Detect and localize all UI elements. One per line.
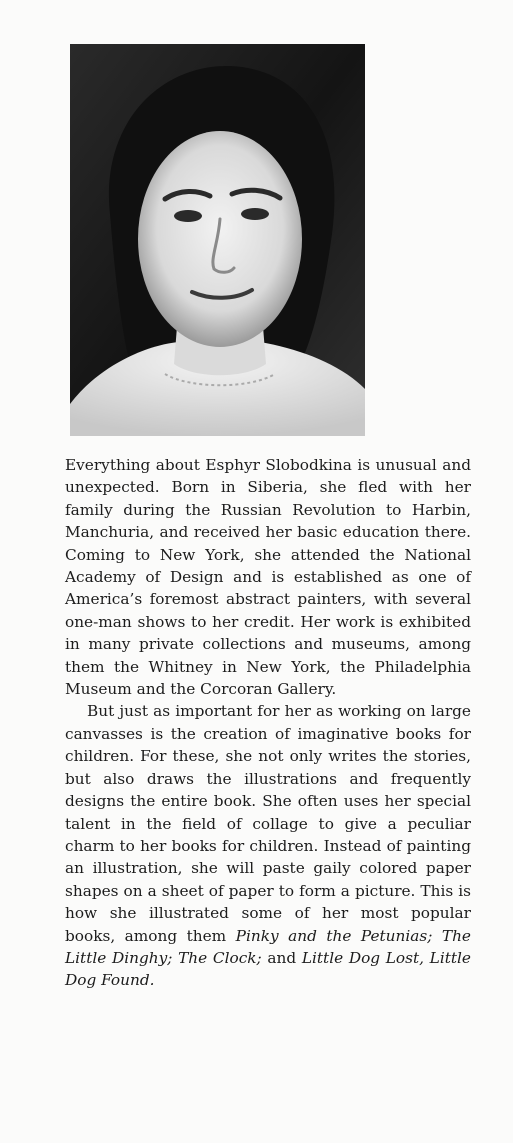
book-title-dinghy: The Little Dinghy; (65, 926, 471, 967)
book-title-pinky: Pinky and the Petunias; (235, 926, 433, 945)
bio-paragraph-2-text: But just as important for her as working on large canvasses is the creation of imaginative books for children. For these, she not only writes the stories, but also draws the illustrations and frequently designs the entire book. She often uses her special talent in the field of collage to give a peculiar charm to her books for children. Instead of painting an illustration, she will paste gaily colored paper shapes on a sheet of paper to form a picture. This is how she illustrated some of her most popular books, among them (65, 702, 471, 945)
book-title-clock: The Clock; (178, 948, 262, 967)
bio-paragraph-2 (65, 700, 471, 991)
author-biography (65, 454, 471, 992)
book-title-little-dog: Little Dog Lost, Little Dog Found. (65, 948, 471, 990)
book-list-connector: and (267, 948, 297, 967)
bio-paragraph-1: Everything about Esphyr Slobodkina is unusual and unexpected. Born in Siberia, she fled with her family during the Russian Revolution to Harbin, Manchuria, and received her basic education there. Coming to New York, she attended the National Academy of Design and is established as one of America’s foremost abstract painters, with several one-man shows to her credit. Her work is exhibited in many private collections and museums, among them the Whitney in New York, the Philadelphia Museum and the Corcoran Gallery. (65, 456, 471, 699)
author-portrait-photo (70, 44, 365, 436)
portrait-image (70, 44, 365, 436)
